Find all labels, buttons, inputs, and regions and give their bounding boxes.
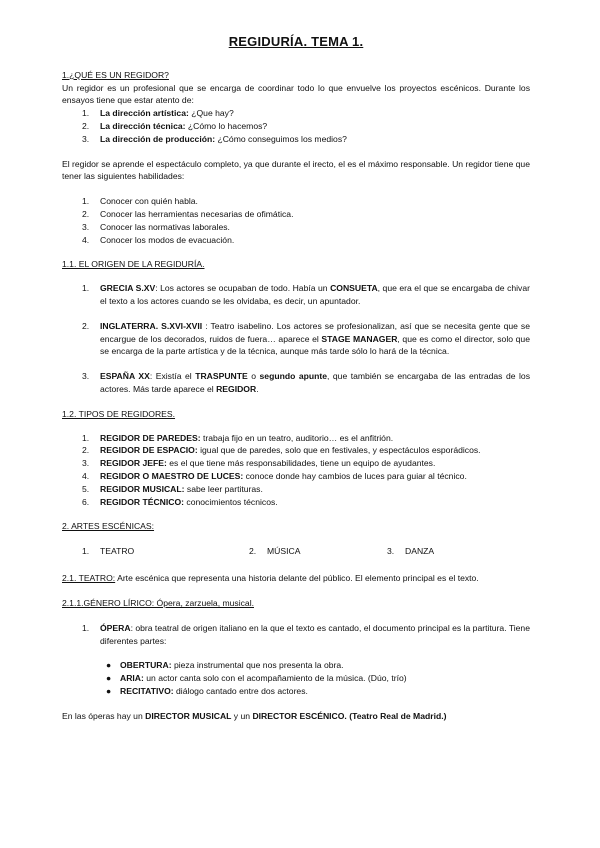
paragraph: El regidor se aprende el espectáculo completo, ya que durante el irecto, el es el máximo responsable. Un regidor tiene que tener las siguientes habilidades: [62, 158, 530, 182]
section-intro: Un regidor es un profesional que se encarga de coordinar todo lo que envuelve los proyectos escénicos. Durante los ensayos tiene que estar atento de: [62, 82, 530, 106]
list-item: ● ARIA: un actor canta solo con el acompañamiento de la música. (Dúo, trío) [106, 673, 407, 684]
types-list [62, 432, 530, 509]
art-number: 2. [249, 546, 257, 557]
teatro-paragraph: 2.1. TEATRO: Arte escénica que representa una historia delante del público. El elemento principal es el texto. [62, 573, 479, 584]
bullet-icon: ● [106, 660, 112, 671]
section-heading-artes: 2. ARTES ESCÉNICAS: [62, 521, 155, 532]
list-item: 2. REGIDOR DE ESPACIO: igual que de paredes, solo que en festivales, y espectáculos esporádicos. [82, 445, 481, 456]
list-item: 3. La dirección de producción: ¿Cómo conseguimos los medios? [82, 133, 347, 144]
list-item: 2. INGLATERRA. S.XVI-XVII : Teatro isabelino. Los actores se profesionalizan, así que se necesita gente que se encargue de los decorados, ruidos de fuera… aparece el STAGE MANAGER, que es como el director, solo que se encarga de la parte artística y de la técnica, aunque más tarde sólo lo hará de la técnica. [82, 320, 531, 357]
opera-list [62, 622, 530, 648]
list-item: 1. Conocer con quién habla. [82, 196, 198, 207]
document-page [62, 36, 530, 722]
list-item: 4. Conocer los modos de evacuación. [82, 234, 235, 245]
section-heading-que-es: 1.¿QUÉ ES UN REGIDOR? [62, 69, 169, 80]
section-heading-origen: 1.1. EL ORIGEN DE LA REGIDURÍA. [62, 259, 205, 270]
document-title: REGIDURÍA. TEMA 1. [228, 34, 364, 49]
list-item: 1. ÓPERA: obra teatral de origen italiano en la que el texto es cantado, el documento principal es la partitura. Tiene diferentes partes: [82, 622, 530, 646]
art-label: TEATRO [100, 546, 135, 557]
list-item: 1. GRECIA S.XV: Los actores se ocupaban de todo. Había un CONSUETA, que era el que se encargaba de chivar el texto a los actores cuando se les olvidaba, es decir, un apuntador. [82, 283, 530, 306]
teatro-label: 2.1. TEATRO: [62, 573, 116, 584]
list-item: 4. REGIDOR O MAESTRO DE LUCES: conoce donde hay cambios de luces para guiar al técnico. [82, 470, 467, 481]
bullet-icon: ● [106, 685, 112, 696]
art-label: MÚSICA [267, 546, 301, 557]
list-item: 3. Conocer las normativas laborales. [82, 221, 230, 232]
list-item: 5. REGIDOR MUSICAL: sabe leer partituras. [82, 483, 263, 494]
art-number: 3. [387, 546, 395, 557]
list-item: ● OBERTURA: pieza instrumental que nos presenta la obra. [106, 660, 344, 671]
list-item: 6. REGIDOR TÉCNICO: conocimientos técnicos. [82, 496, 278, 507]
list-item: 2. La dirección técnica: ¿Cómo lo hacemos? [82, 120, 268, 131]
origin-list [62, 282, 530, 396]
list-item: 1. REGIDOR DE PAREDES: trabaja fijo en un teatro, auditorio… es el anfitrión. [82, 432, 394, 443]
list-item: ● RECITATIVO: diálogo cantado entre dos actores. [106, 685, 308, 696]
skills-list [62, 195, 530, 246]
art-label: DANZA [405, 546, 435, 557]
art-number: 1. [82, 546, 90, 557]
opera-parts-list [62, 659, 530, 697]
list-item: 3. REGIDOR JEFE: es el que tiene más responsabilidades, tiene un equipo de ayudantes. [82, 458, 436, 469]
section-heading-genero-lirico: 2.1.1.GÉNERO LÍRICO: Ópera, zarzuela, musical. [62, 597, 254, 608]
bullet-icon: ● [106, 673, 112, 684]
direction-list [62, 107, 530, 145]
list-item: 3. ESPAÑA XX: Existía el TRASPUNTE o segundo apunte, que también se encargaba de las entradas de los actores. Más tarde aparece el REGIDOR. [82, 371, 531, 394]
list-item: 2. Conocer las herramientas necesarias de ofimática. [82, 208, 294, 219]
arts-list [62, 545, 530, 558]
section-heading-tipos: 1.2. TIPOS DE REGIDORES. [62, 408, 176, 419]
final-paragraph: En las óperas hay un DIRECTOR MUSICAL y un DIRECTOR ESCÉNICO. (Teatro Real de Madrid.) [62, 710, 447, 721]
list-item: 1. La dirección artística: ¿Que hay? [82, 108, 234, 119]
